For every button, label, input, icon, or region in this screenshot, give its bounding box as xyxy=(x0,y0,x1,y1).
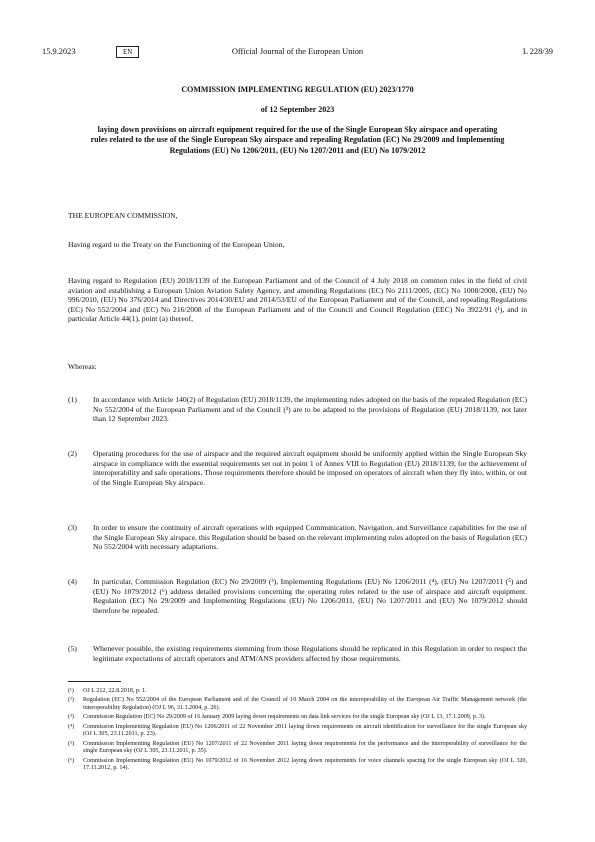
recital-4 xyxy=(68,577,527,615)
recital-text: In accordance with Article 140(2) of Regulation (EU) 2018/1139, the implementing rules adopted on the basis of the repealed Regulation (EC) No 552/2004 of the European Parliament and of the Council (²) are to be adapted to the provisions of Regulation (EU) 2018/1139, not later than 12 September 2023. xyxy=(93,395,527,424)
recital-text: Operating procedures for the use of airspace and the required aircraft equipment should be uniformly applied within the Single European Sky airspace in compliance with the essential requirements set out in point 1 of Annex VIII to Regulation (EU) 2018/1139, for the achievement of interoperability and safe operations. Those requirements therefore should be imposed on operators of aircraft when they fly into, within, or out of the Single European Sky airspace. xyxy=(93,449,527,487)
footnote-marker: (²) xyxy=(68,697,74,704)
recital-number: (5) xyxy=(68,644,77,653)
recital-2 xyxy=(68,449,527,487)
page-reference: L 228/39 xyxy=(522,47,553,56)
whereas-line: Whereas: xyxy=(68,362,97,371)
footnote xyxy=(68,758,527,773)
commission-line: THE EUROPEAN COMMISSION, xyxy=(68,211,178,220)
footnote-text: OJ L 212, 22.8.2018, p. 1. xyxy=(83,688,147,694)
footnote-divider xyxy=(68,681,121,682)
footnote-text: Commission Implementing Regulation (EU) No 1206/2011 of 22 November 2011 laying down requirements on aircraft identification for surveillance for the single European sky (OJ L 305, 23.11.2011, p. 23). xyxy=(83,723,527,738)
recital-text: Whenever possible, the existing requirements stemming from those Regulations should be replicated in this Regulation in order to respect the legitimate expectations of aircraft operators and ATM/ANS providers affected by those requirements. xyxy=(93,644,527,663)
language-badge: EN xyxy=(116,46,139,58)
footnote-marker: (⁴) xyxy=(68,723,75,730)
footnote xyxy=(68,714,527,722)
recital-1 xyxy=(68,395,527,424)
footnote-text: Commission Regulation (EC) No 29/2009 of 16 January 2009 laying down requirements on data link services for the single European sky (OJ L 13, 17.1.2009, p. 3). xyxy=(83,714,486,721)
footnote-text: Commission Implementing Regulation (EU) No 1207/2011 of 22 November 2011 laying down requirements for the performance and the interoperability of surveillance for the single European sky (OJ L 305, 23.11.2011, p. 35). xyxy=(83,740,527,755)
footnote xyxy=(68,724,527,739)
regulation-title-block xyxy=(90,85,505,156)
recital-text: In order to ensure the continuity of aircraft operations with equipped Communication, Navigation, and Surveillance capabilities for the use of the Single European Sky airspace, this Regulation should be based on the relevant implementing rules adopted on the basis of Regulation (EC) No 552/2004 with necessary adaptations. xyxy=(93,523,528,552)
recital-text: In particular, Commission Regulation (EC) No 29/2009 (³), Implementing Regulations (EU) No 1206/2011 (⁴), (EU) No 1207/2011 (⁵) and (EU) No 1079/2012 (⁶) address detailed provisions concerning the operating rules related to the use of airspace and aircraft equipment. Regulation (EC) No 29/2009 and Implementing Regulations (EU) No 1206/2011, (EU) No 1207/2011 and (EU) No 1079/2012 should therefore be repealed. xyxy=(93,577,527,615)
footnote xyxy=(68,688,527,696)
regulation-subject: laying down provisions on aircraft equipment required for the use of the Single European Sky airspace and operating rules related to the use of the Single European Sky airspace and repealing Regulation (EC) No 29/2009 and Implementing Regulations (EU) No 1206/2011, (EU) No 1207/2011 and (EU) No 1079/2012 xyxy=(90,124,505,155)
recital-number: (4) xyxy=(68,577,77,586)
footnote-text: Commission Implementing Regulation (EU) No 1079/2012 of 16 November 2012 laying down requirements for voice channels spacing for the single European sky (OJ L 320, 17.11.2012, p. 14). xyxy=(83,757,527,772)
recital-5 xyxy=(68,644,527,663)
recital-number: (3) xyxy=(68,523,77,532)
treaty-paragraph: Having regard to the Treaty on the Functioning of the European Union, xyxy=(68,240,285,249)
footnote-text: Regulation (EC) No 552/2004 of the European Parliament and of the Council of 10 March 2004 on the interoperability of the European Air Traffic Management network (the interoperability Regulation) (OJ L 96, 31.3.2004, p. 26). xyxy=(83,697,527,711)
recital-number: (2) xyxy=(68,449,77,458)
footnotes xyxy=(68,688,527,775)
regulation-paragraph: Having regard to Regulation (EU) 2018/1139 of the European Parliament and of the Council of 4 July 2018 on common rules in the field of civil aviation and establishing a European Union Aviation Safety Agency, and amending Regulations (EC) No 2111/2005, (EC) No 1008/2008, (EU) No 996/2010, (EU) No 376/2014 and Directives 2014/30/EU and 2014/53/EU of the European Parliament and of the Council, and repealing Regulations (EC) No 552/2004 and (EC) No 216/2008 of the European Parliament and of the Council and Council Regulation (EEC) No 3922/91 (¹), and in particular Article 44(1), point (a) thereof, xyxy=(68,276,527,324)
footnote-marker: (⁵) xyxy=(68,740,75,747)
page-header xyxy=(42,47,553,59)
publication-date: 15.9.2023 xyxy=(42,47,76,56)
footnote-marker: (³) xyxy=(68,714,74,721)
recital-3 xyxy=(68,523,527,552)
journal-title: Official Journal of the European Union xyxy=(231,47,364,56)
footnote-marker: (¹) xyxy=(68,688,74,694)
footnote xyxy=(68,741,527,756)
footnote xyxy=(68,697,527,712)
recital-number: (1) xyxy=(68,395,77,404)
regulation-date: of 12 September 2023 xyxy=(260,105,335,115)
footnote-marker: (⁶) xyxy=(68,757,75,764)
regulation-number: COMMISSION IMPLEMENTING REGULATION (EU) 2023/1770 xyxy=(181,85,414,94)
